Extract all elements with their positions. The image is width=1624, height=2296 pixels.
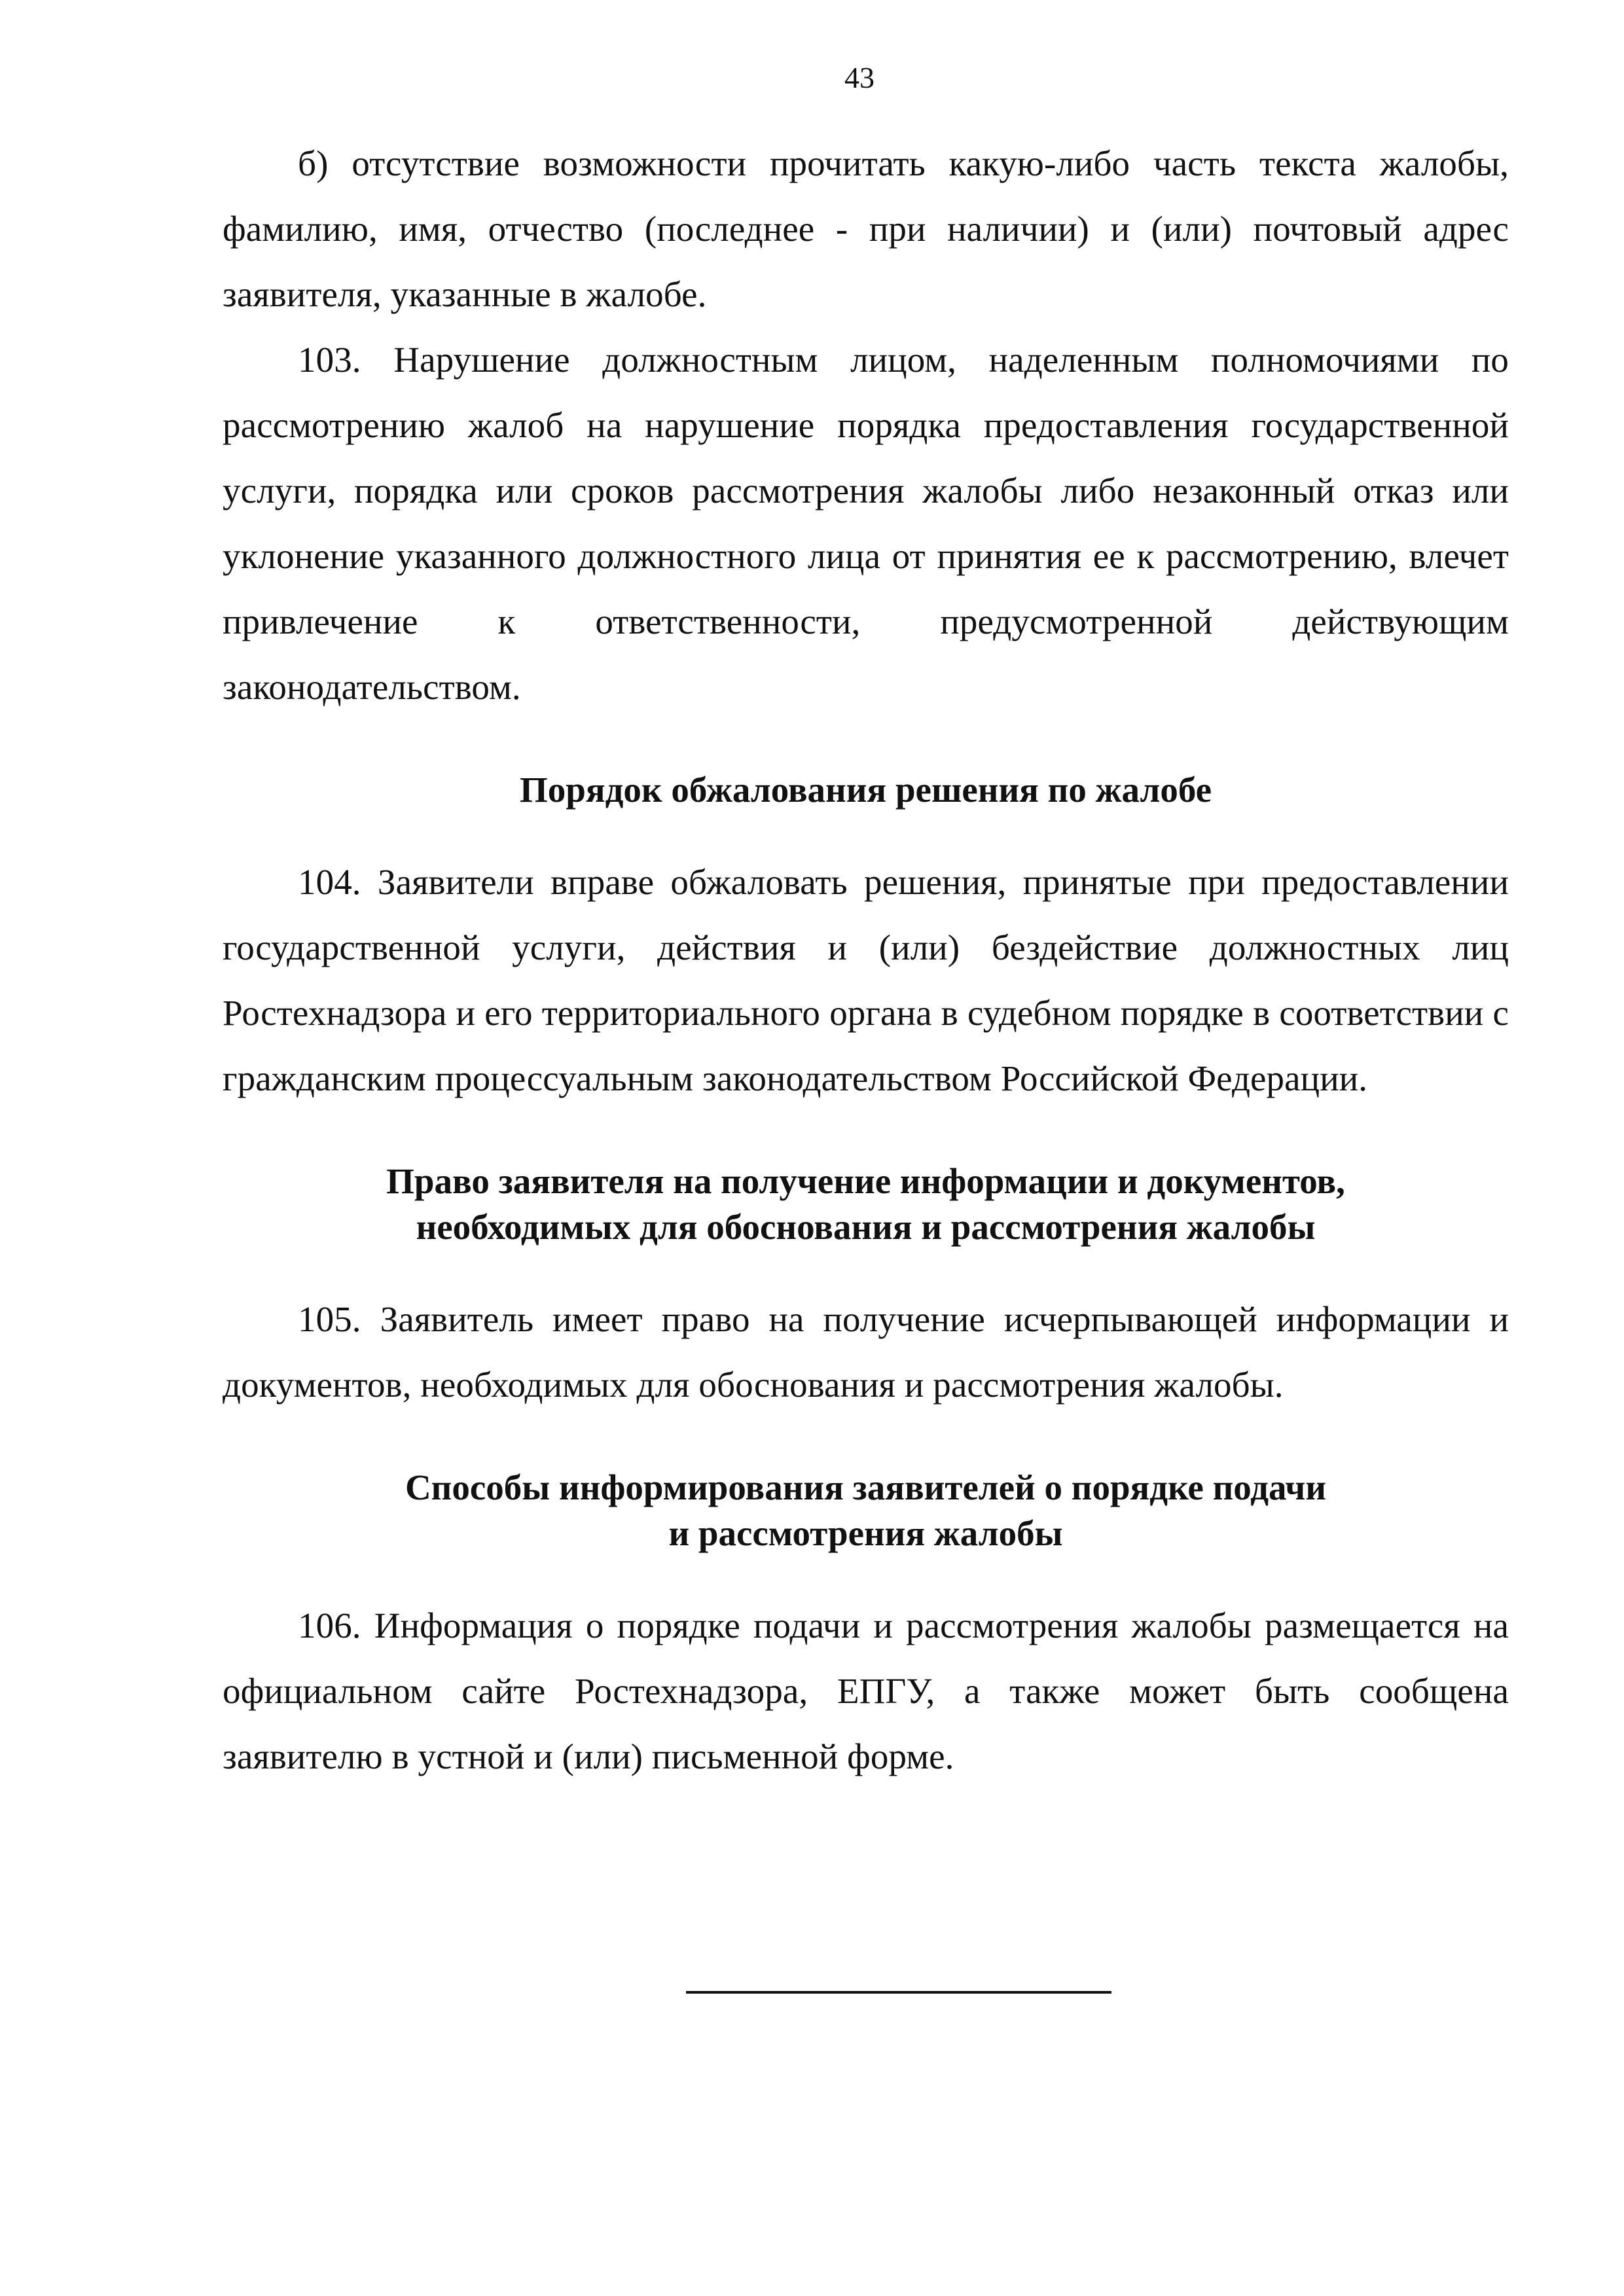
heading-appeal-procedure (223, 767, 1509, 813)
heading-line: Право заявителя на получение информации и документов, (386, 1161, 1345, 1201)
heading-line: Способы информирования заявителей о порядке подачи (405, 1467, 1327, 1507)
heading-line: необходимых для обоснования и рассмотрения жалобы (416, 1207, 1316, 1247)
heading-line: Порядок обжалования решения по жалобе (519, 770, 1212, 810)
heading-informing-methods (223, 1465, 1509, 1556)
page-number: 43 (844, 61, 875, 94)
closing-rule (686, 1991, 1111, 1994)
paragraph-105: 105. Заявитель имеет право на получение исчерпывающей информации и документов, необходимых для обоснования и рассмотрения жалобы. (223, 1299, 1509, 1405)
document-body (223, 131, 1509, 1789)
paragraph-103: 103. Нарушение должностным лицом, наделенным полномочиями по рассмотрению жалоб на нарушение порядка предоставления государственной услуги, порядка или сроков рассмотрения жалобы либо незаконный отказ или уклонение указанного должностного лица от принятия ее к рассмотрению, влечет привлечение к ответственности, предусмотренной действующим законодательством. (223, 340, 1509, 707)
heading-right-to-information (223, 1158, 1509, 1250)
paragraph-106: 106. Информация о порядке подачи и рассмотрения жалобы размещается на официальном сайте Ростехнадзора, ЕПГУ, а также может быть сообщена заявителю в устной и (или) письменной форме. (223, 1605, 1509, 1776)
paragraph-104: 104. Заявители вправе обжаловать решения, принятые при предоставлении государственной услуги, действия и (или) бездействие должностных лиц Ростехнадзора и его территориального органа в судебном порядке в соответствии с гражданским процессуальным законодательством Российской Федерации. (223, 862, 1509, 1098)
heading-line: и рассмотрения жалобы (668, 1513, 1063, 1553)
paragraph-102-b: б) отсутствие возможности прочитать какую-либо часть текста жалобы, фамилию, имя, отчество (последнее - при наличии) и (или) почтовый адрес заявителя, указанные в жалобе. (223, 143, 1509, 314)
